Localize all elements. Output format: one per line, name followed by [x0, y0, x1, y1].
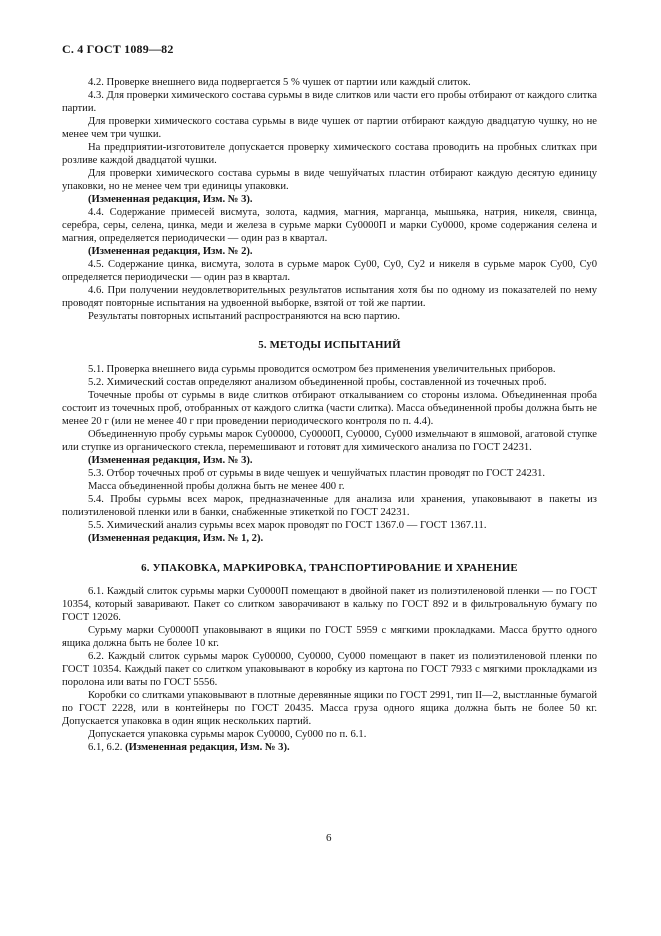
amendment-note: (Измененная редакция, Изм. № 3). — [125, 742, 290, 753]
document-body — [62, 76, 597, 754]
paragraph: 5.5. Химический анализ сурьмы всех марок проводят по ГОСТ 1367.0 — ГОСТ 1367.11. — [88, 520, 487, 531]
paragraph: 5.1. Проверка внешнего вида сурьмы проводится осмотром без применения увеличительных приборов. — [88, 364, 556, 375]
paragraph: Результаты повторных испытаний распространяются на всю партию. — [88, 311, 401, 322]
paragraph: 4.5. Содержание цинка, висмута, золота в сурьме марок Су00, Су0, Су2 и никеля в сурьме марок Су00, Су0 определяется периодически — один раз в квартал. — [62, 259, 597, 283]
final-clause-ref: 6.1, 6.2. — [88, 742, 123, 753]
paragraph: 5.2. Химический состав определяют анализом объединенной пробы, составленной из точечных проб. — [88, 377, 547, 388]
paragraph: 5.3. Отбор точечных проб от сурьмы в виде чешуек и чешуйчатых пластин проводят по ГОСТ 24231. — [88, 468, 546, 479]
paragraph: Для проверки химического состава сурьмы в виде чушек от партии отбирают каждую двадцатую чушку, но не менее чем три чушки. — [62, 116, 597, 140]
amendment-note: (Измененная редакция, Изм. № 3). — [88, 194, 253, 205]
paragraph: Допускается упаковка сурьмы марок Су0000, Су000 по п. 6.1. — [88, 729, 367, 740]
paragraph: Для проверки химического состава сурьмы в виде чешуйчатых пластин отбирают каждую десятую единицу упаковки, но не менее чем три единицы упаковки. — [62, 168, 597, 192]
amendment-note: (Измененная редакция, Изм. № 1, 2). — [88, 533, 264, 544]
page-header: С. 4 ГОСТ 1089—82 — [62, 42, 174, 56]
section-6 — [62, 585, 597, 741]
paragraph: Сурьму марки Су0000П упаковывают в ящики по ГОСТ 5959 с мягкими прокладками. Масса брутто одного ящика должна быть не более 10 кг. — [62, 625, 597, 649]
paragraph: 5.4. Пробы сурьмы всех марок, предназначенные для анализа или хранения, упаковывают в пакеты из полиэтиленовой пленки или в банки, снабженные этикеткой по ГОСТ 24231. — [62, 494, 597, 518]
paragraph: Объединенную пробу сурьмы марок Су00000, Су0000П, Су0000, Су000 измельчают в яшмовой, агатовой ступке или ступке из органического стекла, перемешивают и готовят для химического анализа по ГОСТ 24231. — [62, 429, 597, 453]
section-4 — [62, 76, 597, 323]
paragraph: 4.6. При получении неудовлетворительных результатов испытания хотя бы по одному из показателей по нему проводят повторные испытания на удвоенной выборке, взятой от той же партии. — [62, 285, 597, 309]
final-paragraph — [62, 741, 597, 754]
section-5 — [62, 363, 597, 545]
paragraph: Коробки со слитками упаковывают в плотные деревянные ящики по ГОСТ 2991, тип II—2, выстланные бумагой по ГОСТ 2228, или в контейнеры по ГОСТ 20435. Масса груза одного ящика должна быть не более 50 кг. Допускается упаковка в один ящик нескольких партий. — [62, 690, 597, 727]
amendment-note: (Измененная редакция, Изм. № 3). — [88, 455, 253, 466]
paragraph: Масса объединенной пробы должна быть не менее 400 г. — [88, 481, 345, 492]
heading-section-6: 6. УПАКОВКА, МАРКИРОВКА, ТРАНСПОРТИРОВАНИЕ И ХРАНЕНИЕ — [141, 562, 518, 574]
page-number: 6 — [326, 832, 332, 844]
amendment-note: (Измененная редакция, Изм. № 2). — [88, 246, 253, 257]
paragraph: Точечные пробы от сурьмы в виде слитков отбирают откалыванием со стороны излома. Объединенная проба состоит из точечных проб, отобранных от каждого слитка (части слитка). Масса объединенной пробы должна быть не менее 20 г (или не менее 40 г при проведении периодического контроля по п. 4.4). — [62, 390, 597, 427]
paragraph: 4.4. Содержание примесей висмута, золота, кадмия, магния, марганца, мышьяка, натрия, никеля, свинца, серебра, серы, селена, цинка, меди и железа в сурьме марки Су0000П и марки Су0000, кроме содержания селена и магния, определяется периодически — один раз в квартал. — [62, 207, 597, 244]
heading-section-5: 5. МЕТОДЫ ИСПЫТАНИЙ — [258, 339, 401, 351]
paragraph: 4.3. Для проверки химического состава сурьмы в виде слитков или части его пробы отбирают от каждого слитка партии. — [62, 90, 597, 114]
paragraph: На предприятии-изготовителе допускается проверку химического состава проводить на пробных слитках при розливе каждой двадцатой чушки. — [62, 142, 597, 166]
paragraph: 6.2. Каждый слиток сурьмы марок Су00000, Су0000, Су000 помещают в пакет из полиэтиленовой пленки по ГОСТ 10354. Каждый пакет со слитком упаковывают в коробку из картона по ГОСТ 7933 с мягкими прокладками из поролона или ваты по ГОСТ 5556. — [62, 651, 597, 688]
paragraph: 6.1. Каждый слиток сурьмы марки Су0000П помещают в двойной пакет из полиэтиленовой пленки — по ГОСТ 10354, который заваривают. Пакет со слитком заворачивают в кальку по ГОСТ 892 и в фильтровальную бумагу по ГОСТ 12026. — [62, 586, 597, 623]
paragraph: 4.2. Проверке внешнего вида подвергается 5 % чушек от партии или каждый слиток. — [88, 77, 471, 88]
